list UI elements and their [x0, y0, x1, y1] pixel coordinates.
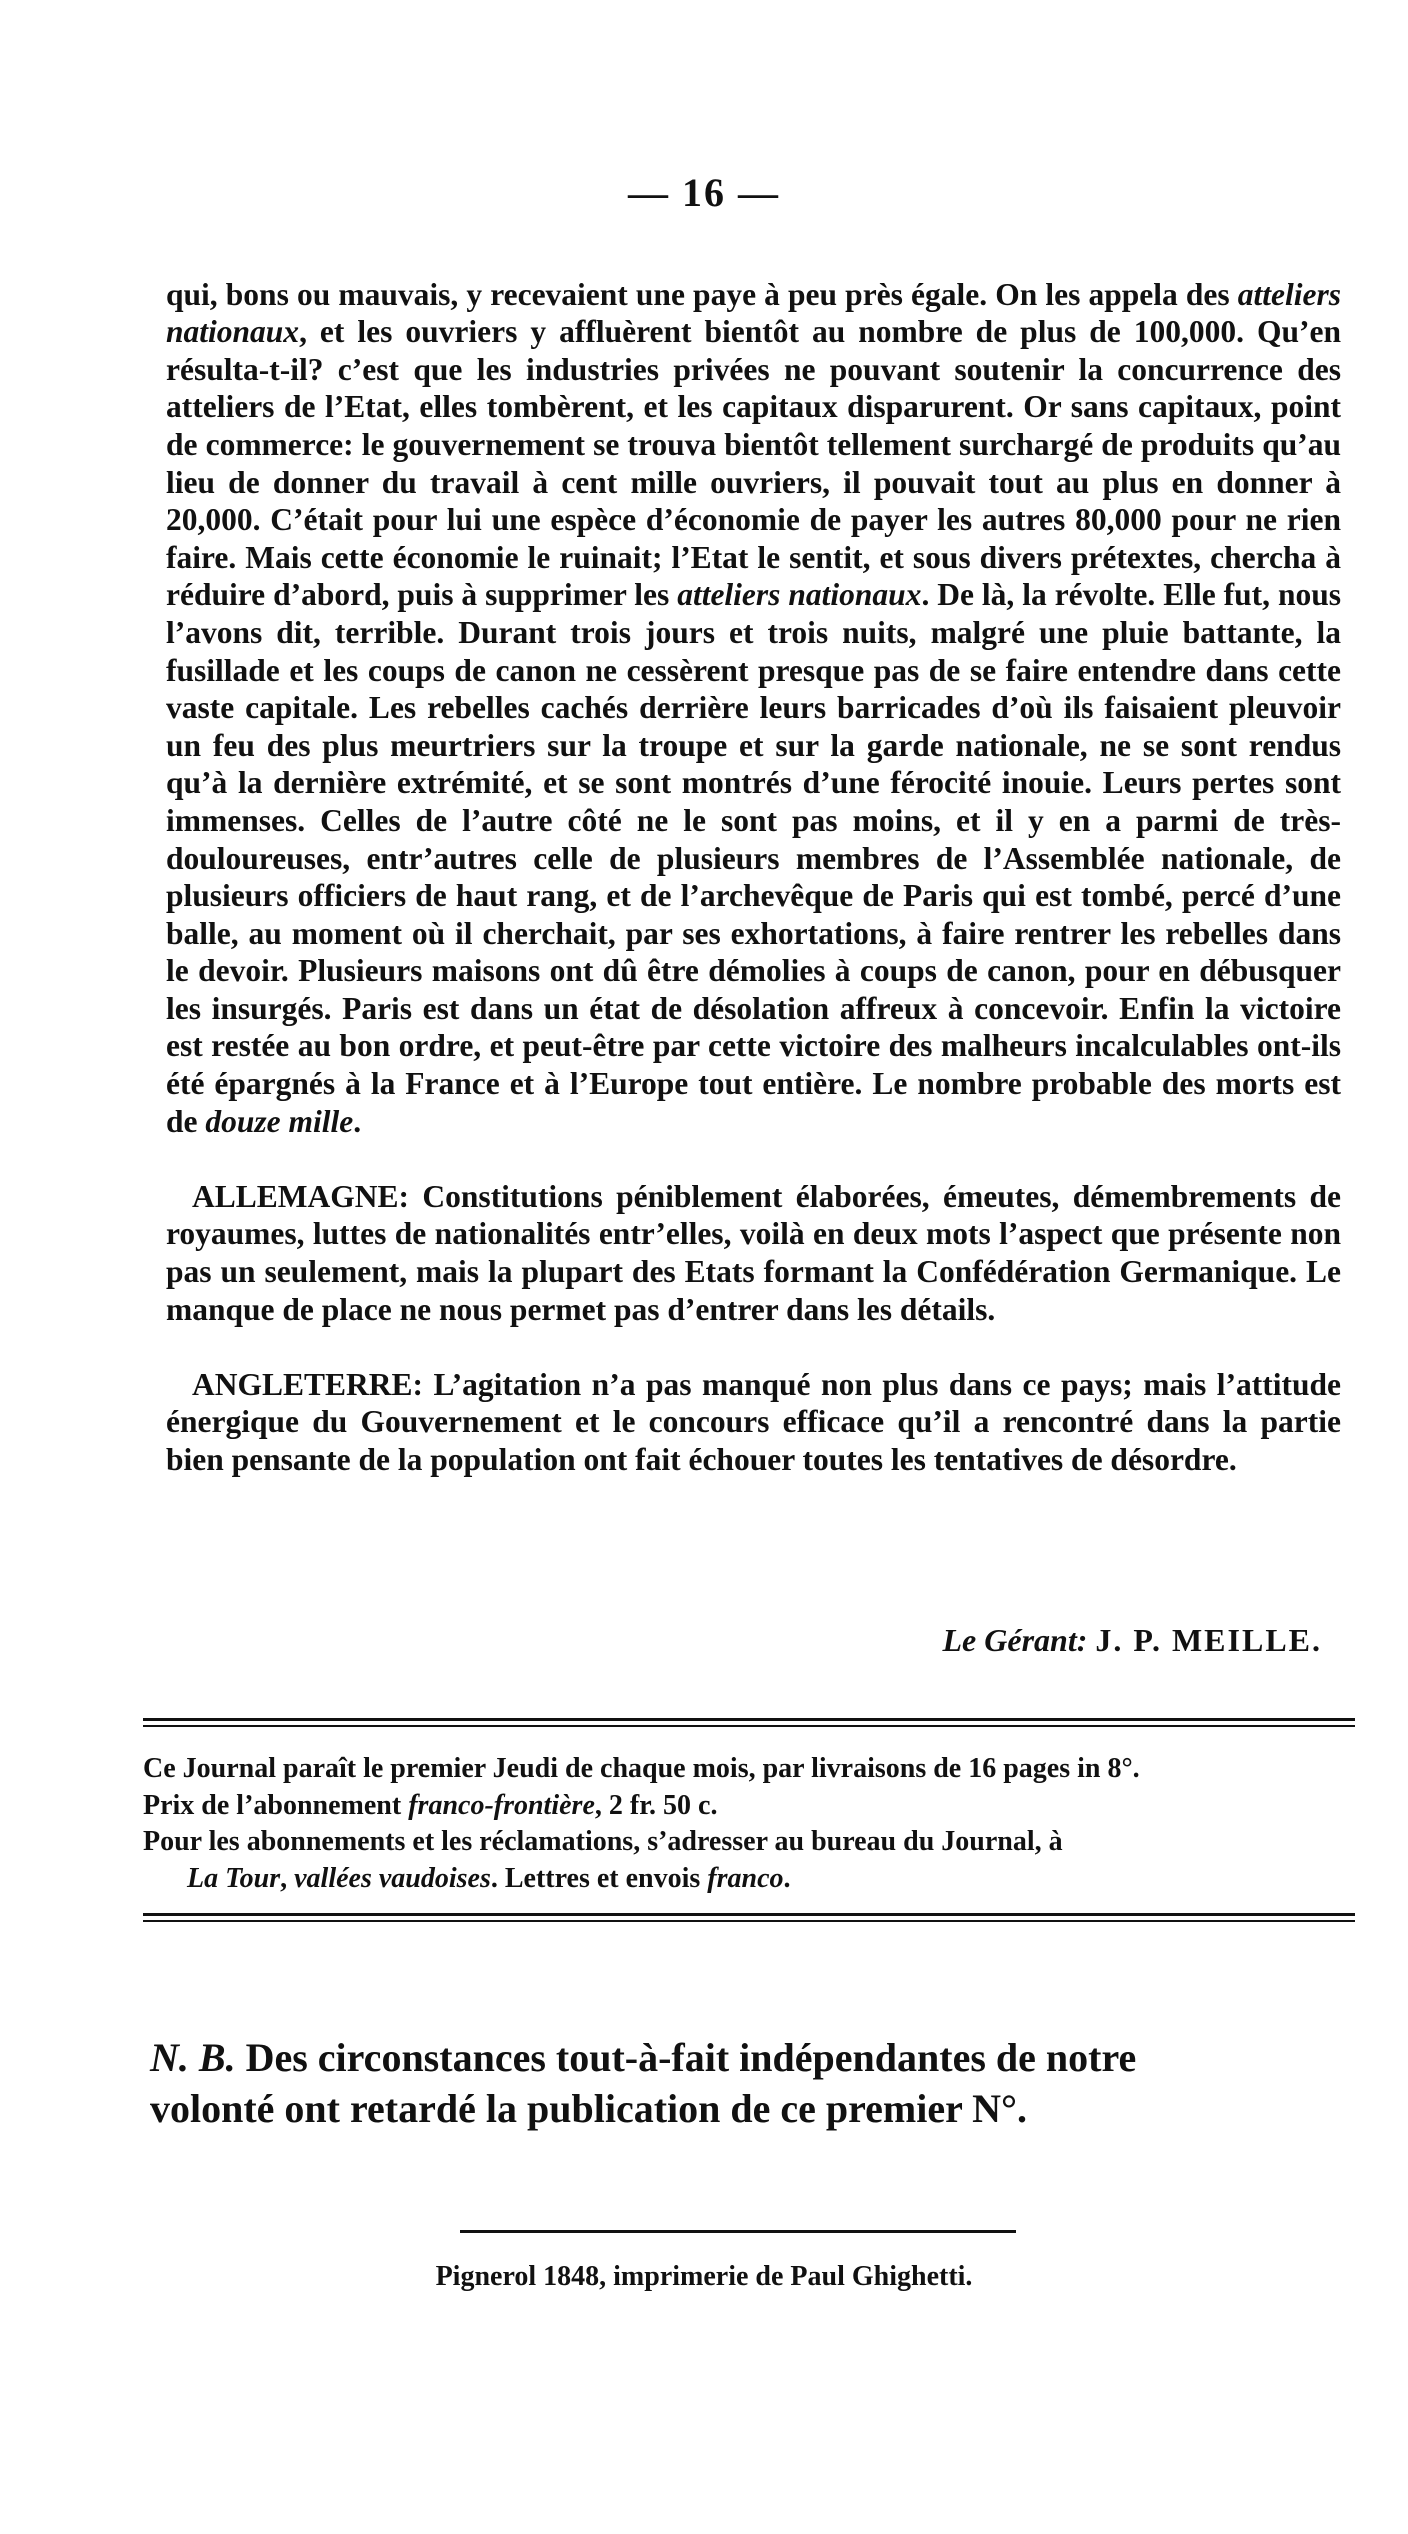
notice-text: Prix de l’abonnement [143, 1789, 409, 1821]
divider-top [143, 1718, 1355, 1727]
emphasis-text: vallées vaudoises [294, 1862, 491, 1894]
notice-line [143, 1788, 1343, 1825]
article-body [166, 238, 1341, 1516]
nb-tag: N. B. [150, 2035, 236, 2080]
emphasis-text: franco-frontière [408, 1789, 595, 1821]
notice-text: . [783, 1862, 791, 1894]
printer-imprint: Pignerol 1848, imprimerie de Paul Ghighetti. [435, 2261, 973, 2292]
notice-line: Pour les abonnements et les réclamations, s’adresser au bureau du Journal, à [143, 1826, 1063, 1857]
divider-bottom [143, 1913, 1355, 1922]
paragraph-text: qui, bons ou mauvais, y recevaient une paye à peu près égale. On les appela des [166, 276, 1238, 312]
printer-divider [460, 2230, 1016, 2233]
paragraph-text: . De là, la révolte. Elle fut, nous l’avons dit, terrible. Durant trois jours et trois nuits, malgré une pluie battante, la fusillade et les coups de canon ne cessèrent presque pas de se faire entendre dans cette vaste capitale. Les rebelles cachés derrière leurs barricades d’où ils faisaient pleuvoir un feu des plus meurtriers sur la troupe et sur la garde nationale, ne se sont rendus qu’à la dernière extrémité, et se sont montrés d’une férocité inouie. Leurs pertes sont immenses. Celles de l’autre côté ne le sont pas moins, et il y en a parmi de très-douloureuses, entr’autres celle de plusieurs membres de l’Assemblée nationale, de plusieurs officiers de haut rang, et de l’archevêque de Paris qui est tombé, percé d’une balle, au moment où il cherchait, par ses exhortations, à faire rentrer les rebelles dans le devoir. Plusieurs maisons ont dû être démolies à coups de canon, pour en débusquer les insurgés. Paris est dans un état de désolation affreux à concevoir. Enfin la victoire est restée au bon ordre, et peut-être par cette victoire des malheurs incalculables ont-ils été épargnés à la France et à l’Europe tout entière. Le nombre probable des morts est de [166, 577, 1341, 1139]
notice-text: , [280, 1862, 295, 1894]
paragraph-text: , et les ouvriers y affluèrent bientôt au nombre de plus de 100,000. Qu’en résulta-t-il? c’est que les industries privées ne pouvant soutenir la concurrence des atteliers de l’Etat, elles tombèrent, et les capitaux disparurent. Or sans capitaux, point de commerce: le gouvernement se trouva bientôt tellement surchargé de produits qu’au lieu de donner du travail à cent mille ouvriers, il pouvait tout au plus en donner à 20,000. C’était pour lui une espèce d’économie de payer les autres 80,000 pour ne rien faire. Mais cette économie le ruinait; l’Etat le sentit, et sous divers prétextes, chercha à réduire d’abord, puis à supprimer les [166, 314, 1341, 613]
paragraph-france [166, 276, 1341, 1141]
nb-line [150, 2032, 1330, 2083]
page-number: — 16 — [628, 170, 780, 215]
notice-line [143, 1861, 1343, 1898]
nb-line: volonté ont retardé la publication de ce premier N°. [150, 2086, 1028, 2131]
nb-text: Des circonstances tout-à-fait indépendantes de notre [235, 2035, 1137, 2080]
notice-text: , 2 fr. 50 c. [594, 1789, 718, 1821]
emphasis-text: franco [707, 1862, 784, 1894]
signature-name: J. P. MEILLE. [1095, 1622, 1322, 1658]
signature-label: Le Gérant: [942, 1622, 1088, 1658]
nota-bene [150, 2032, 1330, 2134]
emphasis-text: douze mille [205, 1103, 354, 1139]
emphasis-text: atteliers nationaux [166, 276, 1341, 350]
notice-text: . Lettres et envois [490, 1862, 708, 1894]
signature [0, 1620, 1322, 1660]
emphasis-text: atteliers nationaux [677, 577, 922, 613]
paragraph-angleterre: ANGLETERRE: L’agitation n’a pas manqué non plus dans ce pays; mais l’attitude énergique du Gouvernement et le concours efficace qu’il a rencontré dans la partie bien pensante de la population ont fait échouer toutes les tentatives de désordre. [166, 1366, 1341, 1477]
paragraph-text: . [353, 1103, 362, 1139]
notice-line: Ce Journal paraît le premier Jeudi de chaque mois, par livraisons de 16 pages in 8°. [143, 1753, 1140, 1784]
emphasis-text: La Tour [187, 1862, 281, 1894]
subscription-notice [143, 1751, 1343, 1897]
paragraph-allemagne: ALLEMAGNE: Constitutions péniblement élaborées, émeutes, démembrements de royaumes, luttes de nationalités entr’elles, voilà en deux mots l’aspect que présente non pas un seulement, mais la plupart des Etats formant la Confédération Germanique. Le manque de place ne nous permet pas d’entrer dans les détails. [166, 1178, 1341, 1327]
